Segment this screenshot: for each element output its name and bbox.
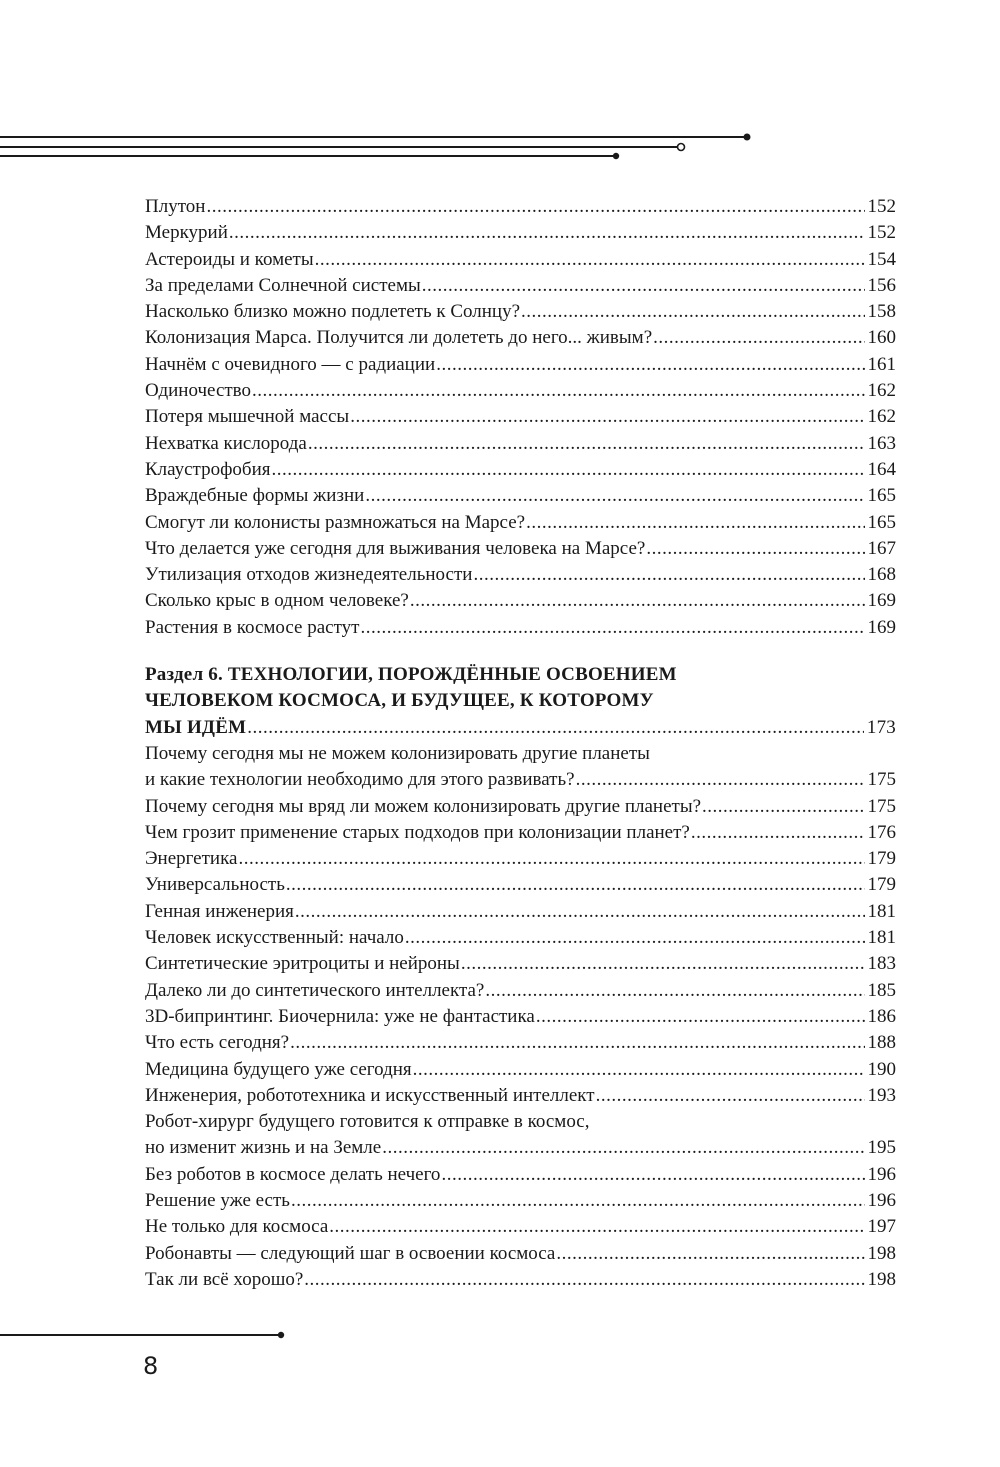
toc-entry[interactable]: [145, 352, 896, 378]
toc-entry-page: 168: [867, 564, 896, 586]
toc-entry[interactable]: [145, 872, 896, 898]
toc-entry-title: За пределами Солнечной системы: [145, 274, 421, 296]
toc-entry[interactable]: [145, 431, 896, 457]
leader-dots: [229, 220, 865, 246]
header-rule-bottom-dot: [613, 153, 619, 159]
toc-entry-title: Инженерия, робототехника и искусственный интеллект: [145, 1084, 595, 1106]
toc-entry-title-part-2: но изменит жизнь и на Земле: [145, 1137, 382, 1159]
toc-entry-page: 176: [867, 821, 896, 843]
leader-dots: [405, 925, 865, 951]
toc-entry[interactable]: [145, 588, 896, 614]
leader-dots: [461, 951, 865, 977]
toc-entry-title: Одиночество: [145, 380, 252, 402]
leader-dots: [556, 1241, 864, 1267]
toc-entry-page: 169: [867, 590, 896, 612]
toc-entry[interactable]: [145, 299, 896, 325]
leader-dots: [441, 1162, 864, 1188]
toc-entry-page: 162: [867, 406, 896, 428]
toc-entry-title: Без роботов в космосе делать нечего: [145, 1163, 441, 1185]
toc-entry-title: Далеко ли до синтетического интеллекта?: [145, 979, 485, 1001]
toc-entry-line-2: [145, 1135, 896, 1161]
toc-entry-page: 152: [867, 222, 896, 244]
leader-dots: [436, 352, 864, 378]
toc-entry[interactable]: [145, 846, 896, 872]
toc-entry[interactable]: [145, 220, 896, 246]
toc-entry[interactable]: [145, 457, 896, 483]
toc-entry[interactable]: [145, 1267, 896, 1293]
toc-entry[interactable]: [145, 1188, 896, 1214]
leader-dots: [576, 767, 865, 793]
section-heading-line-2: [145, 688, 896, 714]
toc-entry-page: 197: [867, 1216, 896, 1238]
toc-entry-page: 186: [867, 1005, 896, 1027]
toc-entry-title: Робонавты — следующий шаг в освоении космоса: [145, 1242, 556, 1264]
toc-entry-title-part-2: и какие технологии необходимо для этого развивать?: [145, 769, 575, 791]
toc-group-section6-part2: [145, 1162, 896, 1293]
footer-rule-group: [0, 1332, 284, 1338]
toc-entry-title: Что делается уже сегодня для выживания человека на Марсе?: [145, 537, 646, 559]
toc-entry-title: Утилизация отходов жизнедеятельности: [145, 564, 473, 586]
leader-dots: [329, 1214, 864, 1240]
toc-entry-page: 196: [867, 1189, 896, 1211]
toc-entry-page: 158: [867, 301, 896, 323]
leader-dots: [247, 715, 864, 741]
leader-dots: [382, 1135, 864, 1161]
toc-entry-title: Начнём с очевидного — с радиации: [145, 353, 436, 375]
leader-dots: [521, 299, 864, 325]
leader-dots: [252, 378, 864, 404]
toc-entry-page: 167: [867, 537, 896, 559]
toc-section-heading[interactable]: [145, 662, 896, 741]
toc-entry[interactable]: [145, 978, 896, 1004]
section-heading-line-3: [145, 715, 896, 741]
toc-entry-page: 193: [867, 1084, 896, 1106]
toc-entry-page: 165: [867, 511, 896, 533]
leader-dots: [691, 820, 865, 846]
leader-dots: [702, 794, 864, 820]
toc-entry-title: Генная инженерия: [145, 900, 294, 922]
toc-entry-title: Решение уже есть: [145, 1189, 290, 1211]
toc-entry-line-1: [145, 1109, 896, 1135]
toc-entry[interactable]: [145, 562, 896, 588]
leader-dots: [304, 1267, 864, 1293]
toc-entry[interactable]: [145, 925, 896, 951]
leader-dots: [365, 483, 864, 509]
leader-dots: [315, 247, 865, 273]
toc-entry[interactable]: [145, 273, 896, 299]
toc-entry-page: 181: [867, 927, 896, 949]
toc-entry-page: 198: [867, 1242, 896, 1264]
toc-entry[interactable]: [145, 820, 896, 846]
toc-entry-title-part-1: Почему сегодня мы не можем колонизировать другие планеты: [145, 742, 650, 764]
section-heading-page: 173: [866, 716, 896, 738]
toc-entry[interactable]: [145, 899, 896, 925]
toc-entry-page: 185: [867, 979, 896, 1001]
toc-entry[interactable]: [145, 951, 896, 977]
toc-entry-page: 162: [867, 380, 896, 402]
toc-entry-title: Не только для космоса: [145, 1216, 329, 1238]
leader-dots: [646, 536, 864, 562]
toc-entry[interactable]: [145, 615, 896, 641]
toc-entry[interactable]: [145, 325, 896, 351]
toc-entry-title: Чем грозит применение старых подходов при колонизации планет?: [145, 821, 690, 843]
header-rule-top-dot: [744, 134, 751, 141]
page-number: 8: [143, 1352, 159, 1380]
table-of-contents: [145, 194, 896, 1293]
toc-entry[interactable]: [145, 1057, 896, 1083]
toc-entry[interactable]: [145, 378, 896, 404]
toc-entry[interactable]: [145, 1241, 896, 1267]
toc-entry-page: 160: [867, 327, 896, 349]
leader-dots: [536, 1004, 865, 1030]
toc-entry-page: 165: [867, 485, 896, 507]
toc-entry-page: 152: [867, 196, 896, 217]
footer-rule-dot: [278, 1332, 284, 1338]
toc-entry-page: 179: [867, 848, 896, 870]
toc-entry[interactable]: [145, 483, 896, 509]
toc-entry[interactable]: [145, 247, 896, 273]
leader-dots: [308, 431, 865, 457]
leader-dots: [473, 562, 864, 588]
toc-entry-title: Почему сегодня мы вряд ли можем колонизировать другие планеты?: [145, 795, 702, 817]
header-rule-middle-ring: [678, 144, 685, 151]
toc-entry-page: 154: [867, 248, 896, 270]
toc-entry-title: Смогут ли колонисты размножаться на Марсе?: [145, 511, 526, 533]
toc-entry[interactable]: [145, 194, 896, 220]
section-gap: [145, 641, 896, 662]
toc-entry-title: Астероиды и кометы: [145, 248, 314, 270]
leader-dots: [422, 273, 865, 299]
toc-entry-page: 161: [867, 353, 896, 375]
toc-entry-title: Синтетические эритроциты и нейроны: [145, 953, 460, 975]
leader-dots: [271, 457, 864, 483]
toc-entry-page: 163: [867, 432, 896, 454]
toc-entry-page: 156: [867, 274, 896, 296]
toc-entry[interactable]: [145, 1083, 896, 1109]
leader-dots: [596, 1083, 865, 1109]
toc-entry-page: 164: [867, 458, 896, 480]
leader-dots: [485, 978, 864, 1004]
leader-dots: [290, 1030, 864, 1056]
toc-entry-line-1: [145, 741, 896, 767]
toc-entry-title: Нехватка кислорода: [145, 432, 307, 454]
toc-entry[interactable]: [145, 510, 896, 536]
toc-entry-page: 188: [867, 1032, 896, 1054]
section-heading-text-3: МЫ ИДЁМ: [145, 716, 247, 738]
toc-entry-page: 196: [867, 1163, 896, 1185]
toc-entry-title: Универсальность: [145, 874, 285, 896]
toc-entry-title: 3D-бипринтинг. Биочернила: уже не фантастика: [145, 1005, 535, 1027]
toc-entry-title: Человек искусственный: начало: [145, 927, 404, 949]
toc-entry[interactable]: [145, 1214, 896, 1240]
leader-dots: [526, 510, 864, 536]
header-rule-group: [0, 134, 751, 160]
toc-group-section6-part1: [145, 794, 896, 1110]
leader-dots: [413, 1057, 865, 1083]
toc-entry-page: 175: [867, 795, 896, 817]
toc-entry-title-part-1: Робот-хирург будущего готовится к отправке в космос,: [145, 1111, 590, 1133]
toc-entry-page: 181: [867, 900, 896, 922]
section-heading-text-2: ЧЕЛОВЕКОМ КОСМОСА, И БУДУЩЕЕ, К КОТОРОМУ: [145, 690, 654, 712]
toc-entry[interactable]: [145, 1162, 896, 1188]
toc-entry-page: 169: [867, 616, 896, 638]
toc-entry[interactable]: [145, 794, 896, 820]
toc-entry-title: Плутон: [145, 196, 206, 217]
toc-entry-title: Растения в космосе растут: [145, 616, 360, 638]
section-heading-line-1: [145, 662, 896, 688]
toc-entry-page: 179: [867, 874, 896, 896]
toc-entry-title: Медицина будущего уже сегодня: [145, 1058, 412, 1080]
toc-entry-page: 198: [867, 1268, 896, 1290]
toc-entry-title: Так ли всё хорошо?: [145, 1268, 304, 1290]
leader-dots: [291, 1188, 865, 1214]
leader-dots: [350, 404, 864, 430]
leader-dots: [206, 194, 864, 220]
leader-dots: [653, 325, 864, 351]
toc-entry-multiline[interactable]: [145, 1109, 896, 1162]
toc-entry-title: Что есть сегодня?: [145, 1032, 290, 1054]
toc-entry-title: Колонизация Марса. Получится ли долететь до него... живым?: [145, 327, 653, 349]
toc-entry-page: 190: [867, 1058, 896, 1080]
leader-dots: [238, 846, 864, 872]
toc-entry-title: Враждебные формы жизни: [145, 485, 365, 507]
leader-dots: [360, 615, 864, 641]
toc-entry[interactable]: [145, 536, 896, 562]
leader-dots: [286, 872, 865, 898]
toc-entry-title: Клаустрофобия: [145, 458, 271, 480]
toc-entry-line-2: [145, 767, 896, 793]
toc-entry-title: Энергетика: [145, 848, 238, 870]
leader-dots: [410, 588, 865, 614]
toc-group-section5-tail: [145, 194, 896, 641]
toc-entry-page: 175: [867, 769, 896, 791]
toc-entry[interactable]: [145, 1030, 896, 1056]
toc-entry-multiline[interactable]: [145, 741, 896, 794]
toc-entry-title: Потеря мышечной массы: [145, 406, 350, 428]
leader-dots: [295, 899, 865, 925]
toc-entry[interactable]: [145, 1004, 896, 1030]
toc-entry-page: 195: [867, 1137, 896, 1159]
toc-entry-title: Сколько крыс в одном человеке?: [145, 590, 409, 612]
toc-entry-title: Меркурий: [145, 222, 228, 244]
toc-entry-page: 183: [867, 953, 896, 975]
section-heading-text-1: Раздел 6. ТЕХНОЛОГИИ, ПОРОЖДЁННЫЕ ОСВОЕНИЕМ: [145, 664, 677, 686]
toc-entry-title: Насколько близко можно подлететь к Солнцу?: [145, 301, 521, 323]
toc-entry[interactable]: [145, 404, 896, 430]
